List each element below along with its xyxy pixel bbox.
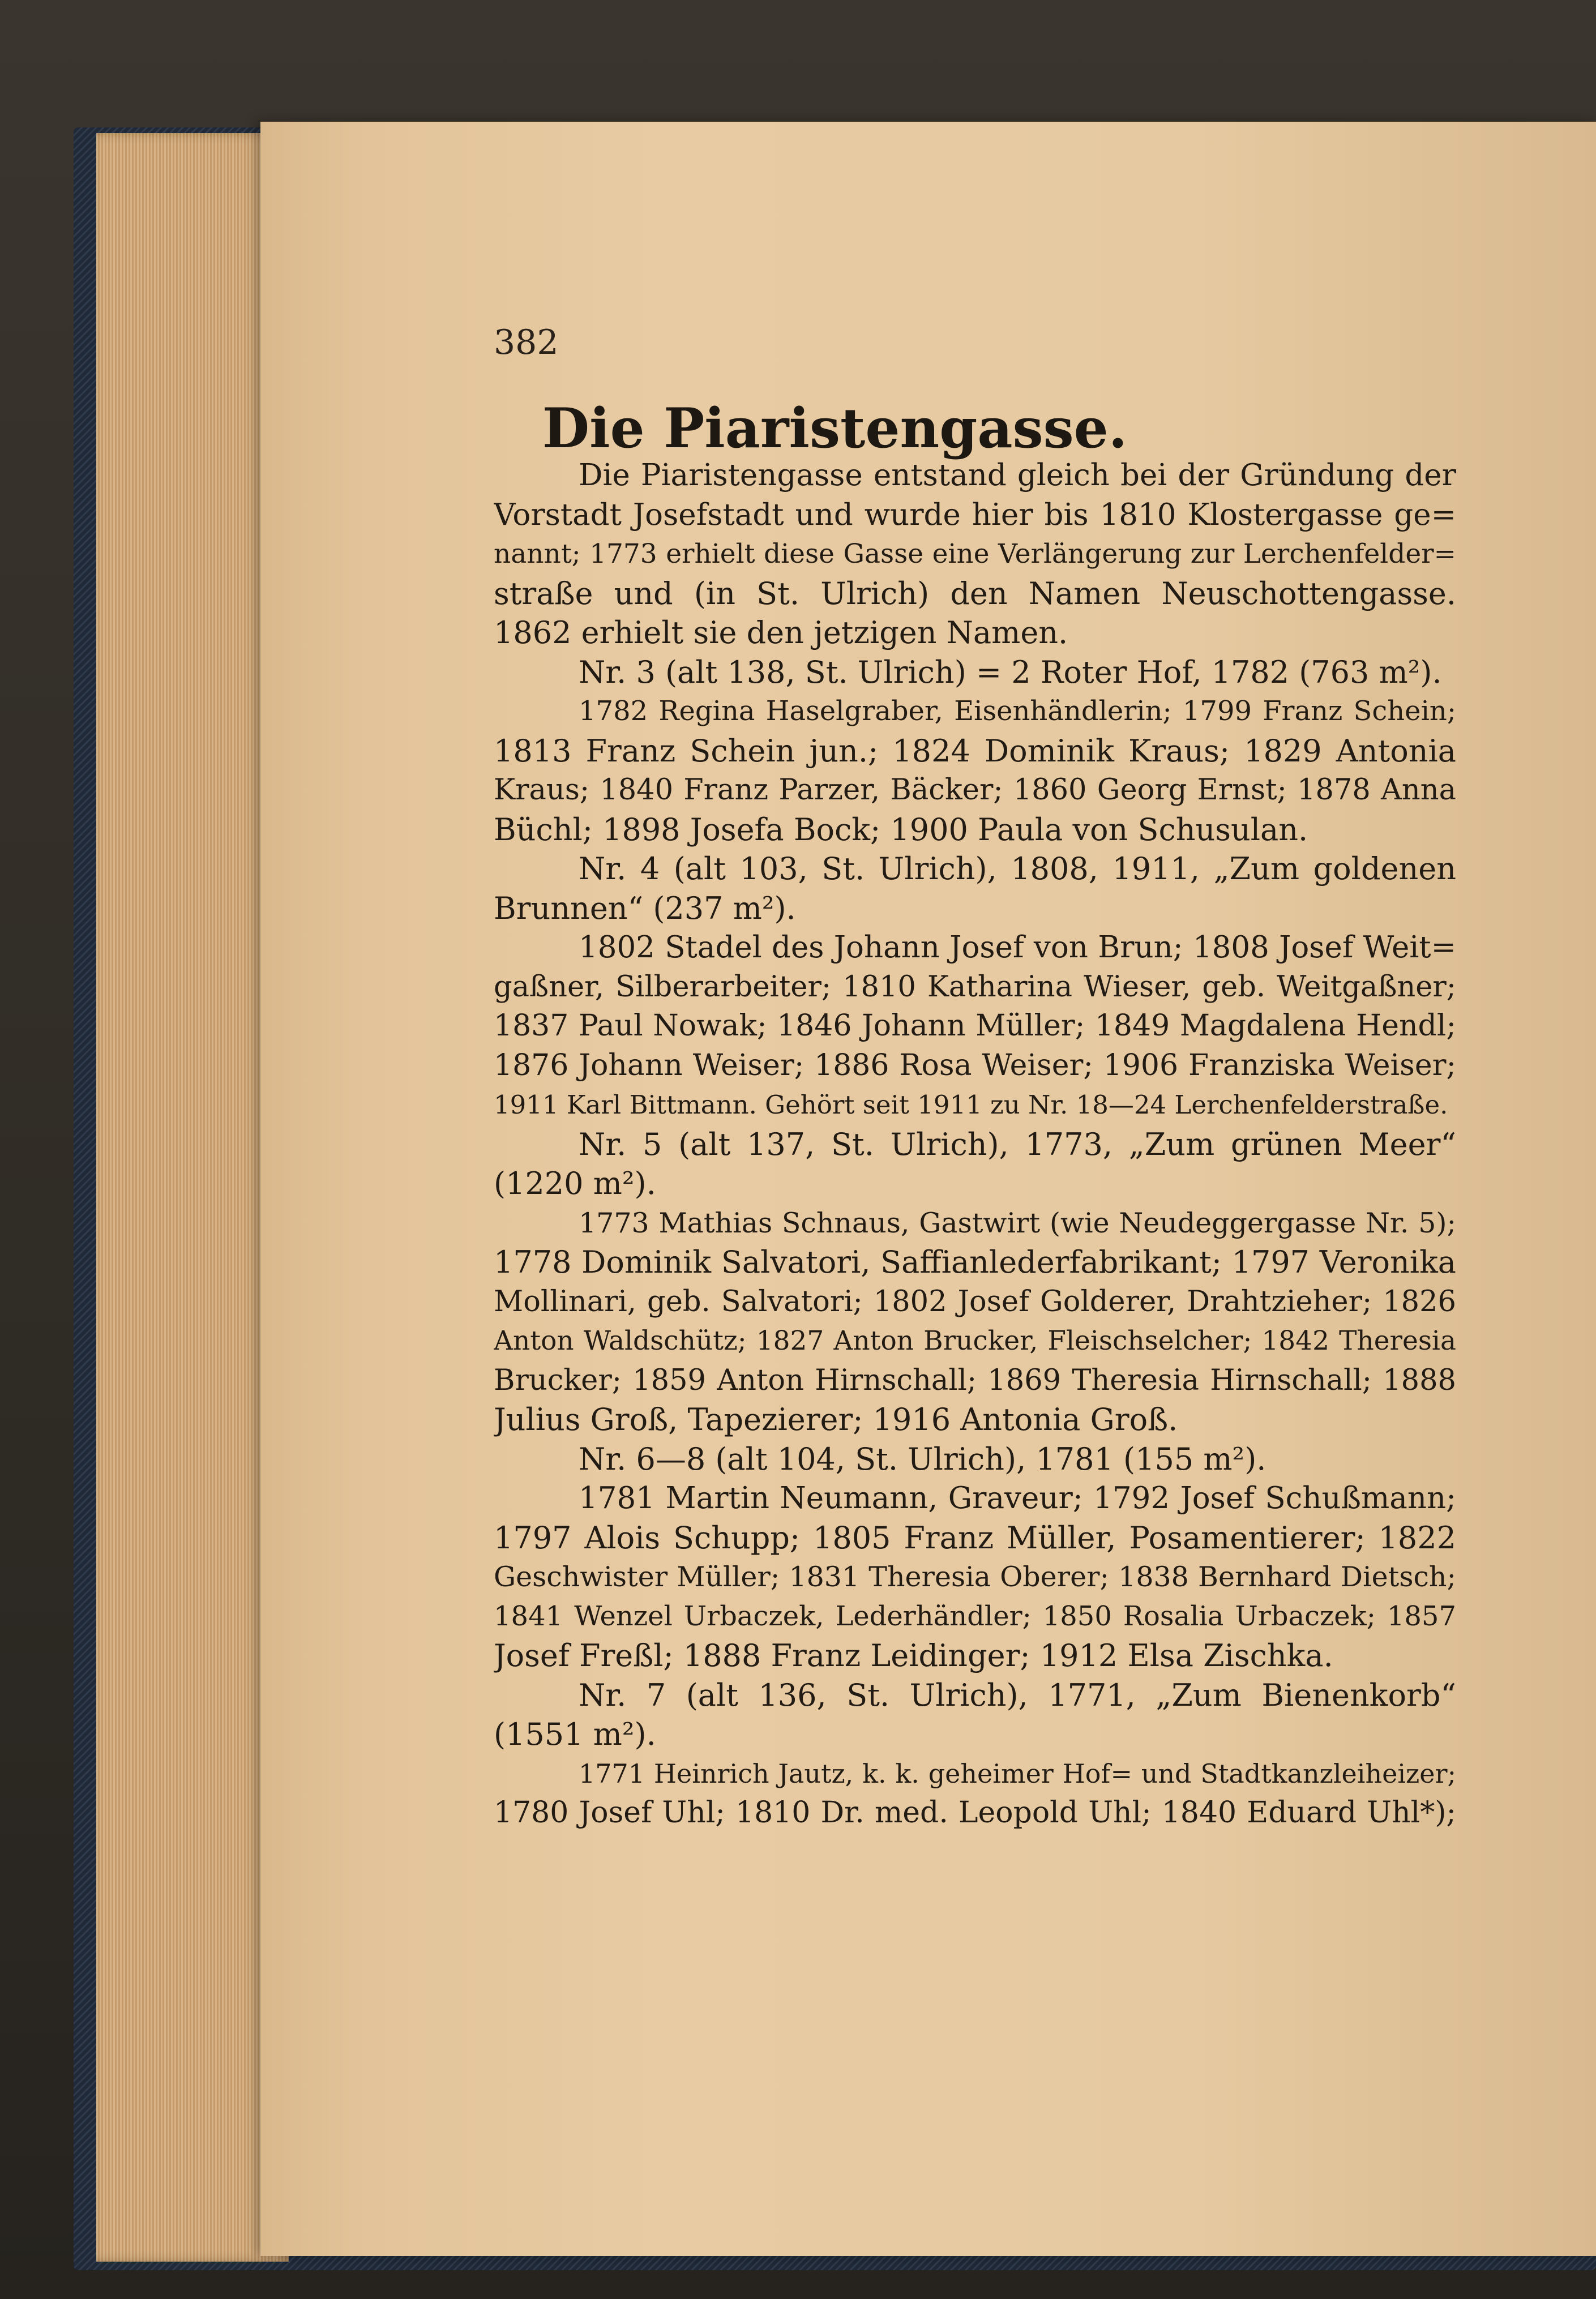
text-line: (1220 m²).	[494, 1166, 656, 1201]
text-line: 1841 Wenzel Urbaczek, Lederhändler; 1850 Rosalia Urbaczek; 1857	[494, 1600, 1456, 1632]
text-line: straße und (in St. Ulrich) den Namen Neuschottengasse.	[494, 575, 1456, 611]
text-line: 1781 Martin Neumann, Graveur; 1792 Josef Schußmann;	[579, 1481, 1456, 1515]
text-line: Die Piaristengasse entstand gleich bei der Gründung der	[579, 458, 1456, 493]
text-line: (1551 m²).	[494, 1716, 656, 1752]
text-line: Nr. 3 (alt 138, St. Ulrich) = 2 Roter Hof, 1782 (763 m²).	[579, 654, 1442, 690]
text-line: 1802 Stadel des Johann Josef von Brun; 1808 Josef Weit=	[579, 930, 1456, 965]
text-line: Julius Groß, Tapezierer; 1916 Antonia Groß.	[494, 1402, 1178, 1437]
text-line: nannt; 1773 erhielt diese Gasse eine Verlängerung zur Lerchenfelder=	[494, 538, 1456, 570]
text-line: Mollinari, geb. Salvatori; 1802 Josef Golderer, Drahtzieher; 1826	[494, 1285, 1456, 1318]
page-title: Die Piaristengasse.	[542, 396, 1128, 460]
text-line: 1837 Paul Nowak; 1846 Johann Müller; 1849 Magdalena Hendl;	[494, 1009, 1456, 1043]
text-line: 1862 erhielt sie den jetzigen Namen.	[494, 615, 1068, 650]
text-line: Nr. 4 (alt 103, St. Ulrich), 1808, 1911, „Zum goldenen	[579, 851, 1456, 887]
text-line: 1771 Heinrich Jautz, k. k. geheimer Hof= und Stadtkanzleiheizer;	[579, 1758, 1456, 1789]
text-line: 1876 Johann Weiser; 1886 Rosa Weiser; 1906 Franziska Weiser;	[494, 1048, 1456, 1082]
text-line: Brucker; 1859 Anton Hirnschall; 1869 Theresia Hirnschall; 1888	[494, 1363, 1456, 1397]
text-line: 1778 Dominik Salvatori, Saffianlederfabrikant; 1797 Veronika	[494, 1244, 1456, 1280]
text-line: 1780 Josef Uhl; 1810 Dr. med. Leopold Uhl; 1840 Eduard Uhl*);	[494, 1796, 1456, 1830]
text-line: Nr. 5 (alt 137, St. Ulrich), 1773, „Zum grünen Meer“	[579, 1126, 1456, 1162]
text-line: gaßner, Silberarbeiter; 1810 Katharina Wieser, geb. Weitgaßner;	[494, 970, 1456, 1004]
text-line: 1911 Karl Bittmann. Gehört seit 1911 zu Nr. 18—24 Lerchenfelderstraße.	[494, 1090, 1448, 1120]
text-line: Vorstadt Josefstadt und wurde hier bis 1810 Klostergasse ge=	[494, 497, 1456, 532]
body-text	[494, 456, 1456, 1833]
text-line: 1813 Franz Schein jun.; 1824 Dominik Kraus; 1829 Antonia	[494, 733, 1456, 769]
page-number: 382	[494, 323, 559, 362]
text-line: Nr. 6—8 (alt 104, St. Ulrich), 1781 (155 m²).	[579, 1441, 1266, 1477]
text-line: Geschwister Müller; 1831 Theresia Oberer; 1838 Bernhard Dietsch;	[494, 1561, 1456, 1593]
text-line: 1797 Alois Schupp; 1805 Franz Müller, Posamentierer; 1822	[494, 1519, 1456, 1556]
text-line: Büchl; 1898 Josefa Bock; 1900 Paula von Schusulan.	[494, 811, 1308, 847]
text-line: Nr. 7 (alt 136, St. Ulrich), 1771, „Zum Bienenkorb“	[579, 1677, 1456, 1713]
text-line: 1782 Regina Haselgraber, Eisenhändlerin; 1799 Franz Schein;	[579, 695, 1456, 727]
text-line: Kraus; 1840 Franz Parzer, Bäcker; 1860 Georg Ernst; 1878 Anna	[494, 773, 1456, 807]
text-line: Anton Waldschütz; 1827 Anton Brucker, Fleischselcher; 1842 Theresia	[494, 1325, 1456, 1356]
text-line: Brunnen“ (237 m²).	[494, 890, 796, 926]
text-line: Josef Freßl; 1888 Franz Leidinger; 1912 Elsa Zischka.	[494, 1638, 1333, 1673]
text-line: 1773 Mathias Schnaus, Gastwirt (wie Neudeggergasse Nr. 5);	[579, 1206, 1456, 1239]
